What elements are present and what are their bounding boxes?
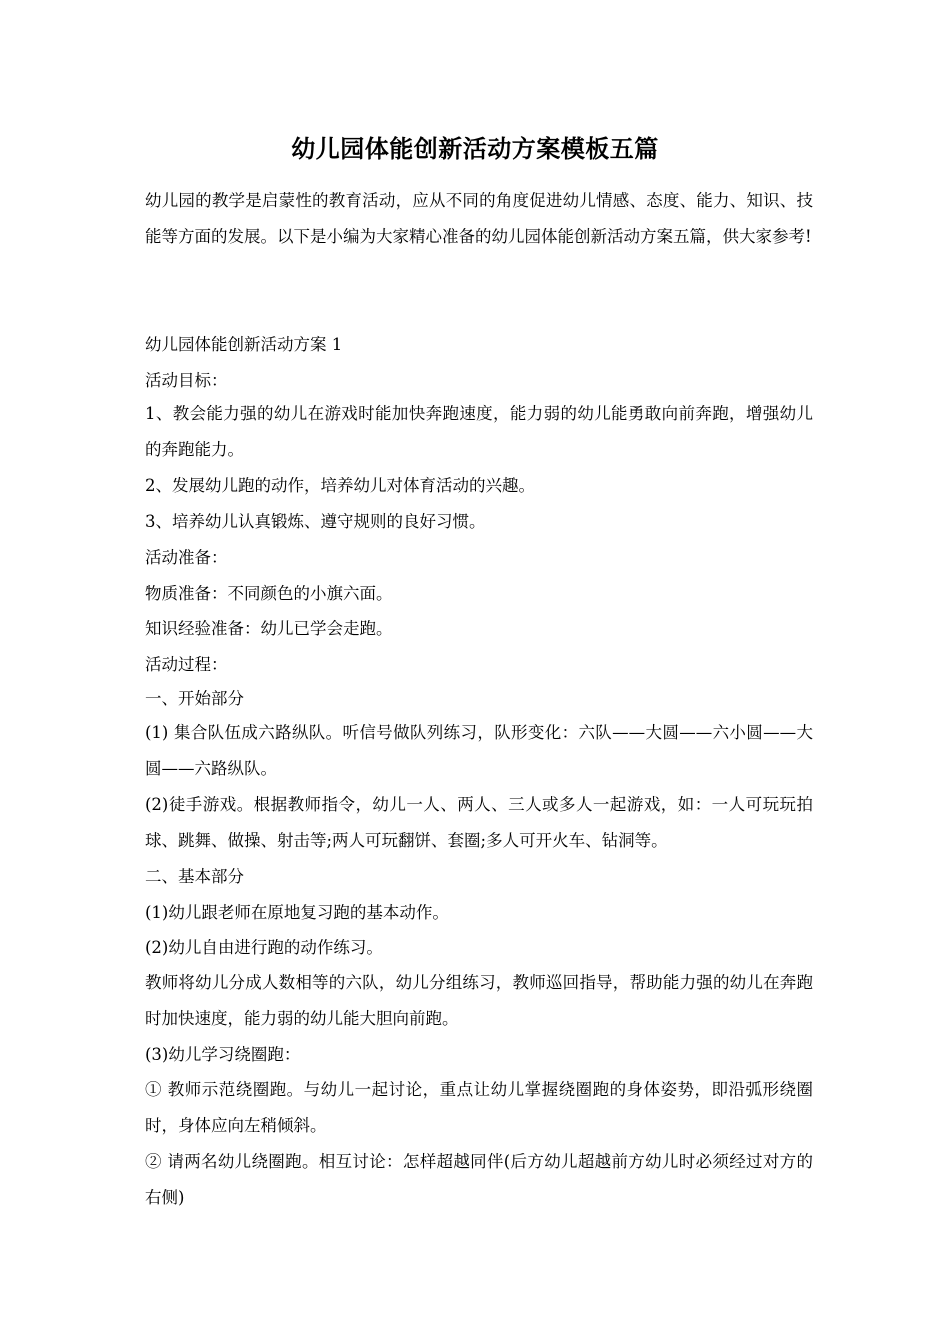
step-item: (3)幼儿学习绕圈跑： — [145, 1045, 301, 1064]
prep-material: 物质准备：不同颜色的小旗六面。 — [145, 584, 393, 603]
step-item: (2)徒手游戏。根据教师指令，幼儿一人、两人、三人或多人一起游戏，如：一人可玩玩拍球、跳舞、做操、射击等;两人可玩翻饼、套圈;多人可开火车、钻洞等。 — [145, 795, 813, 850]
step-item: (1)幼儿跟老师在原地复习跑的基本动作。 — [145, 903, 449, 922]
step-detail: 教师将幼儿分成人数相等的六队，幼儿分组练习，教师巡回指导，帮助能力强的幼儿在奔跑时加快速度，能力弱的幼儿能大胆向前跑。 — [145, 973, 813, 1028]
goal-item: 1、教会能力强的幼儿在游戏时能加快奔跑速度，能力弱的幼儿能勇敢向前奔跑，增强幼儿的奔跑能力。 — [145, 404, 813, 459]
step-item: (1) 集合队伍成六路纵队。听信号做队列练习，队形变化：六队——大圆——六小圆——大圆——六路纵队。 — [145, 723, 813, 778]
step-item: (2)幼儿自由进行跑的动作练习。 — [145, 938, 383, 957]
prep-knowledge: 知识经验准备：幼儿已学会走跑。 — [145, 619, 393, 638]
goal-item: 3、培养幼儿认真锻炼、遵守规则的良好习惯。 — [145, 512, 486, 531]
section-heading: 幼儿园体能创新活动方案 1 — [145, 335, 343, 354]
substep-item: ① 教师示范绕圈跑。与幼儿一起讨论，重点让幼儿掌握绕圈跑的身体姿势，即沿弧形绕圈时，身体应向左稍倾斜。 — [145, 1080, 813, 1135]
document-title: 幼儿园体能创新活动方案模板五篇 — [291, 134, 659, 163]
part-heading: 二、基本部分 — [145, 867, 244, 886]
intro-paragraph: 幼儿园的教学是启蒙性的教育活动，应从不同的角度促进幼儿情感、态度、能力、知识、技能等方面的发展。以下是小编为大家精心准备的幼儿园体能创新活动方案五篇，供大家参考! — [145, 191, 813, 246]
substep-item: ② 请两名幼儿绕圈跑。相互讨论：怎样超越同伴(后方幼儿超越前方幼儿时必须经过对方的右侧) — [145, 1152, 813, 1207]
process-label: 活动过程： — [145, 655, 228, 674]
goal-item: 2、发展幼儿跑的动作，培养幼儿对体育活动的兴趣。 — [145, 476, 535, 495]
goals-label: 活动目标： — [145, 371, 228, 390]
part-heading: 一、开始部分 — [145, 689, 244, 708]
prep-label: 活动准备： — [145, 548, 228, 567]
